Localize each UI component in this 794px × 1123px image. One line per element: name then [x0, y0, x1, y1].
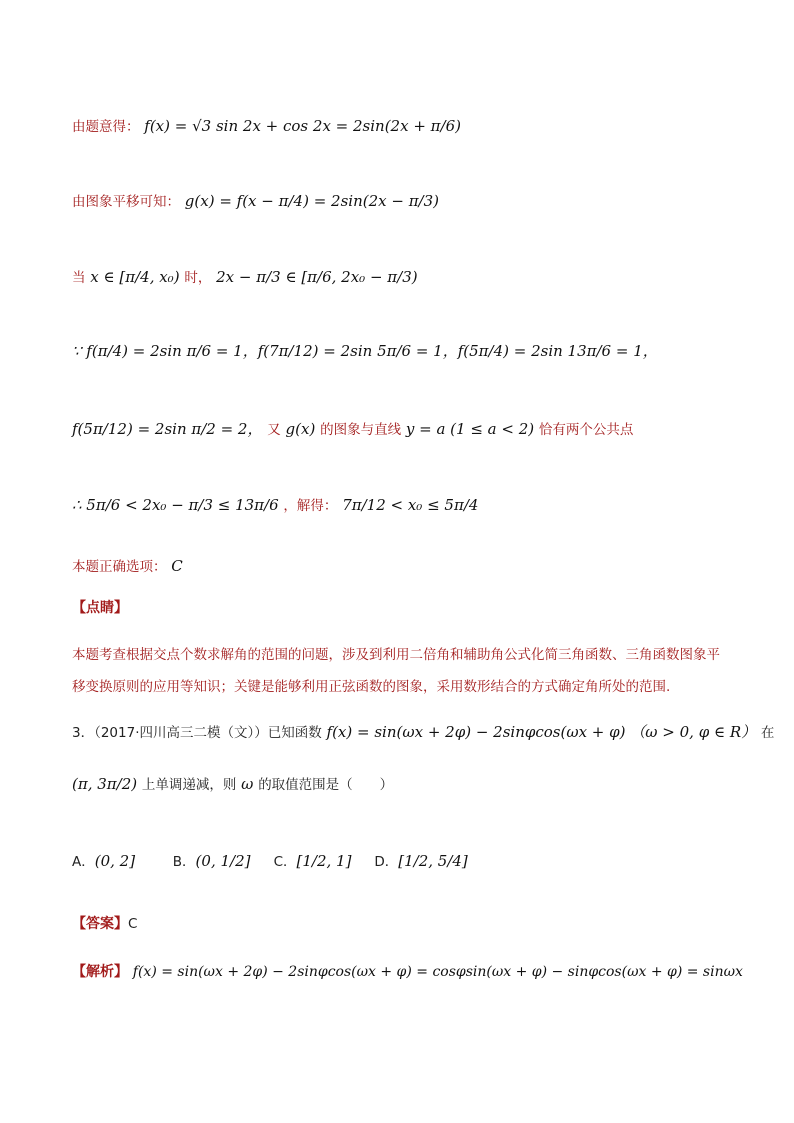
option-d[interactable] — [374, 852, 484, 871]
line-label: 恰有两个公共点 — [538, 422, 634, 438]
formula: f(5π/12) = 2sin π/2 = 2， — [72, 420, 263, 438]
question-3 — [72, 723, 774, 742]
question-stem: 在 — [760, 725, 775, 741]
option-c[interactable] — [274, 852, 370, 871]
analysis-line — [72, 962, 743, 981]
formula: f(x) = √3 sin 2x + cos 2x = 2sin(2x + π/6) — [144, 117, 461, 135]
formula: f(x) = sin(ωx + 2φ) − 2sinφcos(ωx + φ) = cosφsin(ωx + φ) − sinφcos(ωx + φ) = sinωx — [132, 964, 743, 980]
dianjing-text: 本题考查根据交点个数求解角的范围的问题，涉及到利用二倍角和辅助角公式化简三角函数、三角函数图象平移变换原则的应用等知识；关键是能够利用正弦函数的图象，采用数形结合的方式确定角所处的范围. — [72, 647, 720, 695]
formula: ω — [241, 775, 254, 793]
dianjing-heading: 【点睛】 — [72, 600, 128, 616]
line-label: 由图象平移可知： — [72, 194, 180, 210]
answer-letter: C — [171, 557, 183, 575]
option-b[interactable] — [173, 852, 269, 871]
line-label: ，解得： — [283, 498, 338, 514]
line-label: 时， — [184, 270, 212, 286]
line-label: 由题意得： — [72, 119, 140, 135]
formula: (π, 3π/2) — [72, 775, 138, 793]
line-label: 当 — [72, 270, 86, 286]
formula: f(x) = sin(ωx + 2φ) − 2sinφcos(ωx + φ) — [326, 723, 626, 741]
question-stem: 已知函数 — [267, 725, 322, 741]
solution-line-1 — [72, 117, 461, 136]
answer-value: C — [128, 916, 138, 932]
solution-line-7 — [72, 557, 183, 576]
analysis-heading: 【解析】 — [72, 964, 128, 980]
question-number: 3． — [72, 725, 95, 741]
solution-line-5 — [72, 420, 633, 439]
question-condition: （ω > 0, φ ∈ R） — [630, 723, 757, 741]
option-value: [1/2, 5/4] — [398, 852, 468, 870]
question-stem: 上单调递减，则 — [141, 777, 237, 793]
answer-heading: 【答案】 — [72, 916, 128, 932]
option-label: B． — [172, 854, 196, 870]
option-value: [1/2, 1] — [296, 852, 352, 870]
formula: ∵ f(π/4) = 2sin π/6 = 1，f(7π/12) = 2sin 5π/6 = 1，f(5π/4) = 2sin 13π/6 = 1， — [72, 342, 658, 360]
option-label: A． — [72, 854, 95, 870]
solution-line-3 — [72, 268, 418, 287]
question-source: （2017·四川高三二模（文）） — [94, 725, 268, 741]
line-label: 的图象与直线 — [320, 422, 402, 438]
question-stem: 的取值范围是（ ） — [258, 777, 394, 793]
formula: 7π/12 < x₀ ≤ 5π/4 — [342, 496, 479, 514]
solution-line-2 — [72, 192, 439, 211]
formula: 2x − π/3 ∈ [π/6, 2x₀ − π/3) — [216, 268, 418, 286]
option-value: (0, 2] — [94, 852, 136, 870]
solution-line-6 — [72, 496, 478, 515]
line-label: 又 — [267, 422, 281, 438]
option-value: (0, 1/2] — [195, 852, 251, 870]
option-label: D． — [374, 854, 399, 870]
formula: g(x) = f(x − π/4) = 2sin(2x − π/3) — [184, 192, 439, 210]
answer-line — [72, 914, 137, 933]
formula: y = a (1 ≤ a < 2) — [405, 420, 535, 438]
formula: x ∈ [π/4, x₀) — [90, 268, 180, 286]
line-label: 本题正确选项： — [72, 559, 167, 575]
formula: g(x) — [285, 420, 316, 438]
solution-line-4 — [72, 342, 658, 360]
question-3-line-2 — [72, 775, 393, 794]
option-label: C． — [273, 854, 297, 870]
formula: ∴ 5π/6 < 2x₀ − π/3 ≤ 13π/6 — [72, 496, 279, 514]
options-row — [72, 852, 484, 871]
option-a[interactable] — [72, 852, 168, 871]
